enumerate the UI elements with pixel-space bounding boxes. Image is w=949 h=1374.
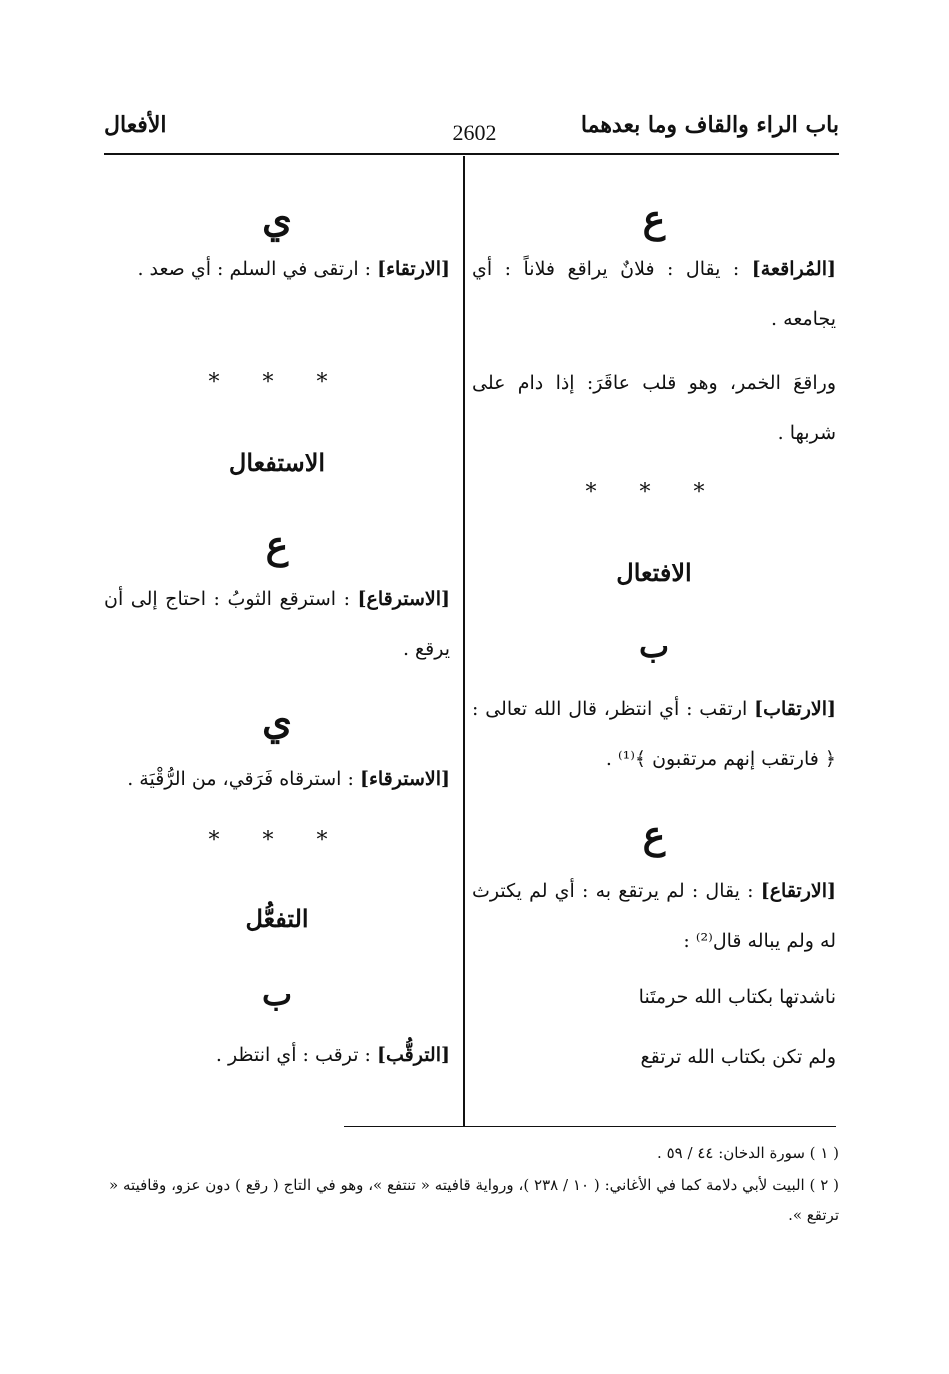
letter-heading: ع bbox=[642, 812, 666, 857]
running-header-right: باب الراء والقاف وما بعدهما bbox=[580, 112, 839, 138]
entry-raqaa-khamr: وراقعَ الخمر، وهو قلب عاقَرَ: إذا دام على شربها . bbox=[472, 372, 836, 444]
footnote-1: ( ١ ) سورة الدخان: ٤٤ / ٥٩ . bbox=[657, 1144, 839, 1162]
entry-text: : استرقاه فَرَقي، من الرُّقْيَة . bbox=[127, 768, 354, 790]
letter-heading: ب bbox=[638, 627, 670, 665]
entry-term: [الترقُّب] bbox=[376, 1044, 450, 1066]
entry-term: [الارتقاب] bbox=[754, 698, 836, 720]
section-heading: الاستفعال bbox=[228, 448, 326, 477]
letter-heading: ي bbox=[262, 698, 292, 743]
entry-text: : يقال : لم يرتقع به : أي لم يكترث له ولم يباله قال⁽²⁾ : bbox=[472, 880, 836, 952]
section-heading: الافتعال bbox=[616, 558, 692, 587]
entry-term: [الارتقاع] bbox=[760, 880, 836, 902]
section-heading: التفعُّل bbox=[245, 904, 309, 933]
letter-heading: ي bbox=[262, 196, 292, 241]
section-separator: * * * bbox=[208, 828, 346, 853]
entry-text: : يقال : فلانٌ يراقع فلاناً : أي يجامعه . bbox=[472, 258, 836, 330]
entry-text: : ارتقى في السلم : أي صعد . bbox=[137, 258, 372, 280]
entry-term: [الارتقاء] bbox=[377, 258, 450, 280]
column-divider bbox=[463, 156, 465, 1126]
footnote-2: ( ٢ ) البيت لأبي دلامة كما في الأغاني: ( ١٠ / ٢٣٨ )، ورواية قافيته « تنتفع »، وهو في التاج ( رقع ) دون عزو، وقافيته « ترتقع ». bbox=[109, 1176, 839, 1224]
entry-text: : استرقع الثوبُ : احتاج إلى أن يرقع . bbox=[104, 588, 450, 660]
running-header-left: الأفعال bbox=[104, 112, 167, 138]
entry-istirqaa bbox=[104, 574, 450, 674]
entry-istirqaa-ruqya bbox=[104, 754, 450, 804]
letter-heading: ب bbox=[261, 975, 293, 1013]
entry-irtiqab bbox=[472, 684, 836, 784]
header-rule bbox=[104, 153, 839, 155]
section-separator: * * * bbox=[208, 370, 346, 395]
letter-heading: ع bbox=[642, 196, 666, 241]
entry-irtiqaa bbox=[472, 866, 836, 966]
entry-text: : ترقب : أي انتظر . bbox=[215, 1044, 371, 1066]
verse-line-2: ولم تكن بكتاب الله ترتقع bbox=[640, 1046, 836, 1068]
entry-muraqaa bbox=[472, 244, 836, 344]
entry-term: [الاسترقاع] bbox=[357, 588, 450, 610]
section-separator: * * * bbox=[585, 480, 723, 505]
footnote-rule bbox=[344, 1126, 836, 1127]
page-number: 2602 bbox=[452, 120, 497, 145]
entry-text: ارتقب : أي انتظر، قال الله تعالى : ﴿ فارتقب إنهم مرتقبون ﴾⁽¹⁾ . bbox=[472, 698, 836, 770]
verse-line-1: ناشدتها بكتاب الله حرمتَنا bbox=[638, 986, 836, 1008]
entry-term: [الاسترقاء] bbox=[359, 768, 450, 790]
entry-term: [المُراقعة] bbox=[751, 258, 836, 280]
entry-taraqqub bbox=[104, 1030, 450, 1080]
entry-irtiqaa-sullam bbox=[104, 244, 450, 294]
letter-heading: ع bbox=[265, 522, 289, 567]
